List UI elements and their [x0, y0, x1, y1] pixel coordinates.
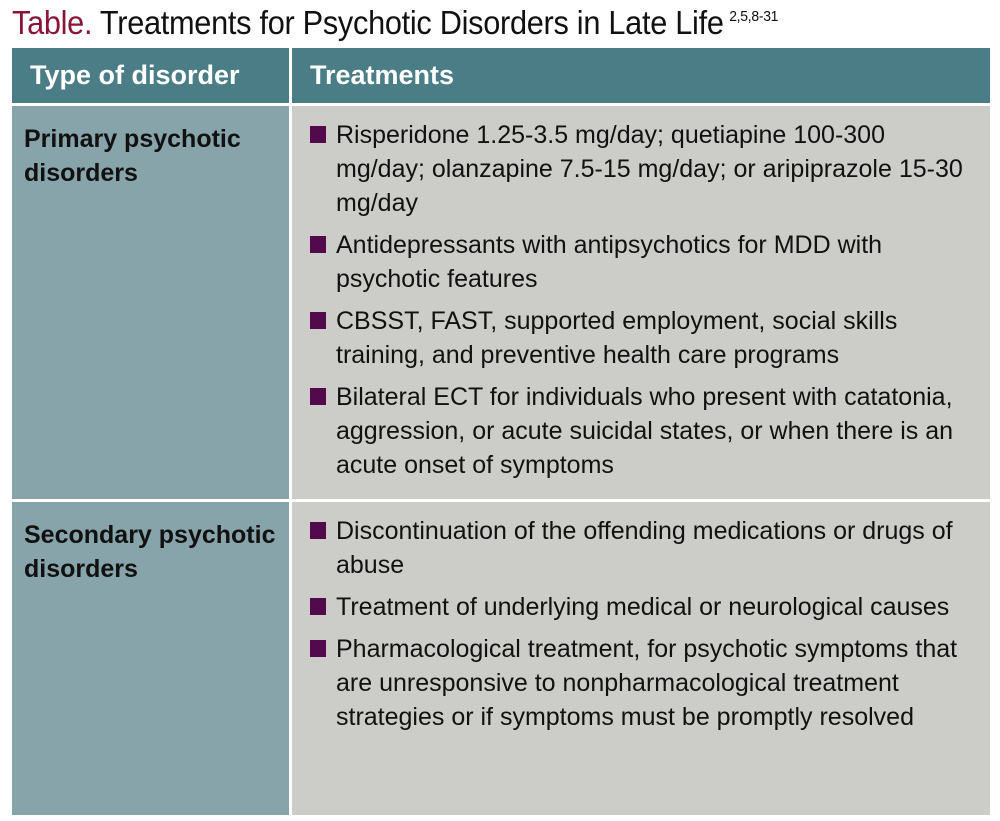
- title-references: 2,5,8-31: [729, 8, 779, 25]
- list-item: Risperidone 1.25-3.5 mg/day; quetiapine 100-300 mg/day; olanzapine 7.5-15 mg/day; or aripiprazole 15-30 mg/day: [308, 118, 972, 220]
- header-type-of-disorder: Type of disorder: [12, 48, 292, 103]
- treatments-cell: [292, 502, 990, 815]
- title-text: Treatments for Psychotic Disorders in Late Life: [99, 4, 724, 41]
- title-label: Table.: [12, 4, 93, 41]
- list-item: Antidepressants with antipsychotics for MDD with psychotic features: [308, 228, 972, 296]
- table-row-primary: [12, 106, 990, 502]
- table-row-secondary: [12, 502, 990, 818]
- square-bullet-icon: [310, 236, 326, 253]
- list-item: Treatment of underlying medical or neurological causes: [308, 590, 972, 624]
- square-bullet-icon: [310, 126, 326, 143]
- square-bullet-icon: [310, 640, 326, 657]
- square-bullet-icon: [310, 598, 326, 615]
- header-treatments: Treatments: [310, 60, 455, 90]
- square-bullet-icon: [310, 522, 326, 539]
- disorder-type-cell: Secondary psychotic disorders: [12, 502, 292, 815]
- table-title: [12, 4, 778, 42]
- treatments-table: [12, 48, 990, 818]
- list-item: Pharmacological treatment, for psychotic symptoms that are unresponsive to nonpharmacological treatment strategies or if symptoms must be promptly resolved: [308, 632, 972, 734]
- list-item: Discontinuation of the offending medications or drugs of abuse: [308, 514, 972, 582]
- square-bullet-icon: [310, 312, 326, 329]
- square-bullet-icon: [310, 388, 326, 405]
- disorder-type-cell: Primary psychotic disorders: [12, 106, 292, 499]
- list-item: Bilateral ECT for individuals who present with catatonia, aggression, or acute suicidal states, or when there is an acute onset of symptoms: [308, 380, 972, 482]
- list-item: CBSST, FAST, supported employment, social skills training, and preventive health care programs: [308, 304, 972, 372]
- treatments-cell: [292, 106, 990, 499]
- table-header-row: [12, 48, 990, 106]
